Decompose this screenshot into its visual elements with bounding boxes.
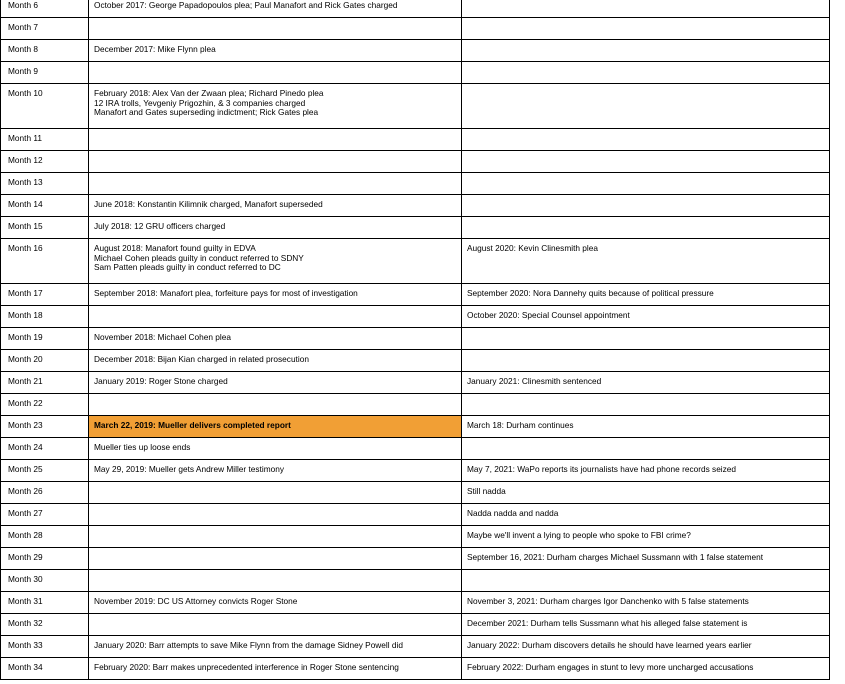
event-text: January 2019: Roger Stone charged [94, 376, 228, 386]
table-row [1, 173, 830, 195]
mueller-event-cell [89, 84, 462, 129]
event-text: December 2017: Mike Flynn plea [94, 44, 216, 54]
event-text: January 2020: Barr attempts to save Mike Flynn from the damage Sidney Powell did [94, 640, 403, 650]
month-cell [1, 40, 89, 62]
table-row [1, 239, 830, 284]
event-text: Mueller ties up loose ends [94, 442, 191, 452]
table-row [1, 614, 830, 636]
event-text: February 2020: Barr makes unprecedented interference in Roger Stone sentencing [94, 662, 399, 672]
event-text: November 2018: Michael Cohen plea [94, 332, 231, 342]
event-text: Nadda nadda and nadda [467, 508, 559, 518]
month-label: Month 27 [8, 508, 43, 518]
event-text: Still nadda [467, 486, 506, 496]
mueller-event-cell [89, 460, 462, 482]
table-row [1, 306, 830, 328]
durham-event-cell [462, 284, 830, 306]
event-text: Sam Patten pleads guilty in conduct referred to DC [94, 262, 281, 272]
month-cell [1, 129, 89, 151]
event-text: February 2022: Durham engages in stunt to levy more uncharged accusations [467, 662, 754, 672]
month-cell [1, 526, 89, 548]
event-text: Michael Cohen pleads guilty in conduct referred to SDNY [94, 252, 304, 263]
month-cell [1, 504, 89, 526]
event-text: August 2020: Kevin Clinesmith plea [467, 243, 598, 253]
month-cell [1, 438, 89, 460]
month-cell [1, 328, 89, 350]
table-row [1, 40, 830, 62]
durham-event-cell [462, 40, 830, 62]
table-row [1, 0, 830, 18]
month-label: Month 14 [8, 199, 43, 209]
event-text: Manafort and Gates superseding indictment; Rick Gates plea [94, 107, 319, 117]
month-cell [1, 18, 89, 40]
month-cell [1, 306, 89, 328]
event-text: October 2017: George Papadopoulos plea; Paul Manafort and Rick Gates charged [94, 0, 398, 10]
month-label: Month 16 [8, 243, 43, 253]
month-label: Month 11 [8, 133, 42, 143]
event-text: September 16, 2021: Durham charges Michael Sussmann with 1 false statement [467, 552, 764, 562]
durham-event-cell [462, 614, 830, 636]
event-text: October 2020: Special Counsel appointment [467, 310, 630, 320]
table-row [1, 129, 830, 151]
durham-event-cell [462, 217, 830, 239]
durham-event-cell [462, 239, 830, 284]
durham-event-cell [462, 84, 830, 129]
event-text: November 3, 2021: Durham charges Igor Danchenko with 5 false statements [467, 596, 749, 606]
month-label: Month 9 [8, 66, 38, 76]
table-row [1, 416, 830, 438]
month-label: Month 7 [8, 22, 38, 32]
event-text: November 2019: DC US Attorney convicts Roger Stone [94, 596, 298, 606]
month-label: Month 8 [8, 44, 38, 54]
event-text: July 2018: 12 GRU officers charged [94, 221, 226, 231]
table-row [1, 151, 830, 173]
mueller-event-cell [89, 526, 462, 548]
event-text: August 2018: Manafort found guilty in EDVA [94, 243, 256, 253]
table-row [1, 62, 830, 84]
mueller-event-cell [89, 195, 462, 217]
table-row [1, 18, 830, 40]
event-text: May 7, 2021: WaPo reports its journalists have had phone records seized [467, 464, 737, 474]
month-label: Month 25 [8, 464, 43, 474]
durham-event-cell [462, 328, 830, 350]
durham-event-cell [462, 0, 830, 18]
month-cell [1, 195, 89, 217]
mueller-event-cell [89, 62, 462, 84]
month-label: Month 13 [8, 177, 43, 187]
table-row [1, 548, 830, 570]
durham-event-cell [462, 592, 830, 614]
event-text: September 2020: Nora Dannehy quits because of political pressure [467, 288, 714, 298]
month-cell [1, 0, 89, 18]
event-text: September 2018: Manafort plea, forfeiture pays for most of investigation [94, 288, 358, 298]
table-row [1, 372, 830, 394]
mueller-event-cell [89, 372, 462, 394]
month-cell [1, 173, 89, 195]
table-row [1, 350, 830, 372]
table-row [1, 438, 830, 460]
durham-event-cell [462, 350, 830, 372]
month-label: Month 28 [8, 530, 43, 540]
mueller-event-cell [89, 636, 462, 658]
mueller-event-cell [89, 570, 462, 592]
mueller-event-cell [89, 18, 462, 40]
month-label: Month 6 [8, 0, 38, 10]
event-text: March 22, 2019: Mueller delivers completed report [94, 420, 291, 430]
mueller-event-cell [89, 328, 462, 350]
durham-event-cell [462, 636, 830, 658]
month-label: Month 24 [8, 442, 43, 452]
month-cell [1, 592, 89, 614]
month-label: Month 23 [8, 420, 43, 430]
durham-event-cell [462, 18, 830, 40]
mueller-event-cell [89, 614, 462, 636]
event-text: June 2018: Konstantin Kilimnik charged, Manafort superseded [94, 199, 323, 209]
durham-event-cell [462, 394, 830, 416]
mueller-event-cell [89, 350, 462, 372]
month-cell [1, 548, 89, 570]
table-row [1, 195, 830, 217]
month-cell [1, 284, 89, 306]
table-row [1, 84, 830, 129]
event-text: January 2021: Clinesmith sentenced [467, 376, 602, 386]
table-row [1, 394, 830, 416]
month-cell [1, 636, 89, 658]
month-cell [1, 614, 89, 636]
table-row [1, 636, 830, 658]
mueller-event-cell [89, 504, 462, 526]
mueller-event-cell [89, 416, 462, 438]
mueller-event-cell [89, 548, 462, 570]
month-label: Month 32 [8, 618, 43, 628]
durham-event-cell [462, 570, 830, 592]
month-label: Month 17 [8, 288, 43, 298]
month-label: Month 19 [8, 332, 43, 342]
durham-event-cell [462, 306, 830, 328]
month-label: Month 10 [8, 88, 43, 98]
month-label: Month 26 [8, 486, 43, 496]
month-label: Month 33 [8, 640, 43, 650]
event-text: March 18: Durham continues [467, 420, 574, 430]
mueller-event-cell [89, 658, 462, 680]
month-label: Month 34 [8, 662, 43, 672]
mueller-event-cell [89, 482, 462, 504]
month-label: Month 31 [8, 596, 43, 606]
event-text: December 2018: Bijan Kian charged in related prosecution [94, 354, 309, 364]
month-label: Month 30 [8, 574, 43, 584]
month-cell [1, 62, 89, 84]
mueller-event-cell [89, 438, 462, 460]
durham-event-cell [462, 195, 830, 217]
table-row [1, 217, 830, 239]
durham-event-cell [462, 460, 830, 482]
mueller-event-cell [89, 0, 462, 18]
mueller-event-cell [89, 217, 462, 239]
durham-event-cell [462, 372, 830, 394]
month-label: Month 18 [8, 310, 43, 320]
event-text: January 2022: Durham discovers details he should have learned years earlier [467, 640, 752, 650]
mueller-event-cell [89, 151, 462, 173]
durham-event-cell [462, 658, 830, 680]
table-row [1, 504, 830, 526]
month-label: Month 15 [8, 221, 43, 231]
durham-event-cell [462, 526, 830, 548]
month-cell [1, 482, 89, 504]
month-cell [1, 658, 89, 680]
durham-event-cell [462, 129, 830, 151]
durham-event-cell [462, 548, 830, 570]
mueller-event-cell [89, 284, 462, 306]
month-label: Month 20 [8, 354, 43, 364]
month-cell [1, 394, 89, 416]
table-row [1, 284, 830, 306]
table-row [1, 658, 830, 680]
mueller-event-cell [89, 129, 462, 151]
month-cell [1, 151, 89, 173]
month-label: Month 22 [8, 398, 43, 408]
month-cell [1, 239, 89, 284]
durham-event-cell [462, 173, 830, 195]
table-row [1, 570, 830, 592]
month-label: Month 12 [8, 155, 43, 165]
table-row [1, 592, 830, 614]
mueller-event-cell [89, 306, 462, 328]
month-cell [1, 416, 89, 438]
month-cell [1, 372, 89, 394]
table-row [1, 482, 830, 504]
table-row [1, 328, 830, 350]
durham-event-cell [462, 482, 830, 504]
table-row [1, 526, 830, 548]
month-cell [1, 84, 89, 129]
event-text: 12 IRA trolls, Yevgeniy Prigozhin, & 3 companies charged [94, 97, 306, 108]
durham-event-cell [462, 438, 830, 460]
timeline-body [1, 0, 830, 680]
event-text: Maybe we'll invent a lying to people who spoke to FBI crime? [467, 530, 691, 540]
month-cell [1, 217, 89, 239]
month-cell [1, 350, 89, 372]
month-cell [1, 460, 89, 482]
month-label: Month 21 [8, 376, 43, 386]
durham-event-cell [462, 151, 830, 173]
event-text: May 29, 2019: Mueller gets Andrew Miller testimony [94, 464, 284, 474]
durham-event-cell [462, 504, 830, 526]
table-row [1, 460, 830, 482]
event-text: December 2021: Durham tells Sussmann what his alleged false statement is [467, 618, 748, 628]
mueller-event-cell [89, 394, 462, 416]
durham-event-cell [462, 416, 830, 438]
durham-event-cell [462, 62, 830, 84]
event-text: February 2018: Alex Van der Zwaan plea; Richard Pinedo plea [94, 88, 324, 98]
month-label: Month 29 [8, 552, 43, 562]
mueller-event-cell [89, 40, 462, 62]
mueller-event-cell [89, 592, 462, 614]
month-cell [1, 570, 89, 592]
mueller-event-cell [89, 173, 462, 195]
mueller-event-cell [89, 239, 462, 284]
